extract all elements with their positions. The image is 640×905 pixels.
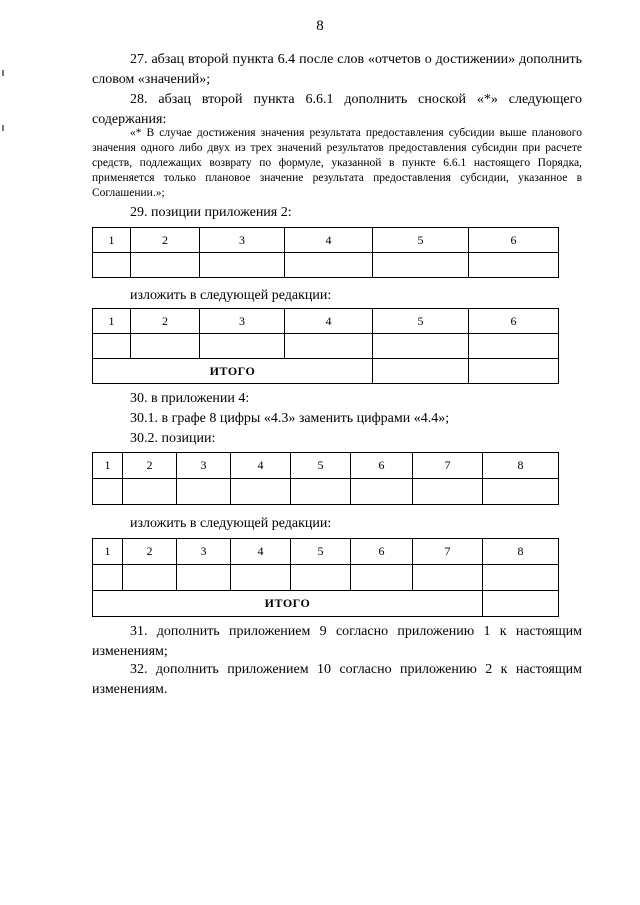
header-cell: 3 [200,228,285,253]
paragraph-32: 32. дополнить приложением 10 согласно приложению 2 к настоящим изменениям. [92,662,582,697]
table-cell [177,479,231,505]
header-cell: 5 [291,539,351,565]
total-label: ИТОГО [93,591,483,617]
header-cell: 6 [469,309,559,334]
header-cell: 3 [200,309,285,334]
header-cell: 5 [373,228,469,253]
table-cell [483,591,559,617]
table-app2-new [92,308,559,384]
table-cell [483,479,559,505]
table-cell [93,565,123,591]
header-cell: 6 [351,453,413,479]
table-header-row [93,453,559,479]
table-cell [177,565,231,591]
paragraph-30: 30. в приложении 4: [130,391,250,406]
table-cell [231,479,291,505]
header-cell: 2 [123,539,177,565]
header-cell: 4 [231,539,291,565]
paragraph-29: 29. позиции приложения 2: [130,205,292,220]
table-app2-original [92,227,559,278]
header-cell: 8 [483,539,559,565]
table-row [93,253,559,278]
paragraph-27: 27. абзац второй пункта 6.4 после слов «отчетов о достижении» дополнить словом «значений»; [92,52,582,87]
scan-margin-mark [2,125,4,131]
header-cell: 3 [177,539,231,565]
table-app4-original [92,452,559,505]
header-cell: 6 [469,228,559,253]
table-cell [469,253,559,278]
table-cell [413,565,483,591]
table-cell [231,565,291,591]
header-cell: 5 [373,309,469,334]
header-cell: 1 [93,228,131,253]
header-cell: 2 [123,453,177,479]
table-row [93,565,559,591]
table-cell [200,253,285,278]
table-cell [131,334,200,359]
header-cell: 4 [285,309,373,334]
table-cell [373,253,469,278]
header-cell: 3 [177,453,231,479]
table-cell [291,479,351,505]
table-header-row [93,228,559,253]
header-cell: 6 [351,539,413,565]
table-cell [373,359,469,384]
header-cell: 7 [413,539,483,565]
table-row [93,334,559,359]
table-cell [469,359,559,384]
replace-label-2: изложить в следующей редакции: [130,516,332,531]
table-cell [200,334,285,359]
table-cell [123,479,177,505]
table-cell [351,479,413,505]
paragraph-31: 31. дополнить приложением 9 согласно приложению 1 к настоящим изменениям; [92,624,582,659]
table-cell [93,479,123,505]
paragraph-30-2: 30.2. позиции: [130,431,216,446]
header-cell: 1 [93,453,123,479]
table-cell [291,565,351,591]
header-cell: 1 [93,309,131,334]
table-cell [93,334,131,359]
table-cell [483,565,559,591]
table-cell [93,253,131,278]
total-label: ИТОГО [93,359,373,384]
header-cell: 2 [131,309,200,334]
header-cell: 1 [93,539,123,565]
header-cell: 4 [231,453,291,479]
table-row [93,479,559,505]
table-cell [285,334,373,359]
replace-label-1: изложить в следующей редакции: [130,288,332,303]
header-cell: 8 [483,453,559,479]
table-cell [131,253,200,278]
table-header-row [93,539,559,565]
page-number: 8 [316,18,324,34]
header-cell: 5 [291,453,351,479]
header-cell: 4 [285,228,373,253]
scan-margin-mark [2,70,4,76]
paragraph-30-1: 30.1. в графе 8 цифры «4.3» заменить цифрами «4.4»; [130,411,450,426]
table-cell [373,334,469,359]
header-cell: 2 [131,228,200,253]
table-app4-new [92,538,559,617]
table-cell [285,253,373,278]
table-cell [351,565,413,591]
table-cell [469,334,559,359]
paragraph-28: 28. абзац второй пункта 6.6.1 дополнить сноской «*» следующего содержания: [92,92,582,127]
table-header-row [93,309,559,334]
footnote-quote: «* В случае достижения значения результата предоставления субсидии выше планового значения одного либо двух из трех значений результатов предоставления субсидии при расчете средств, подлежащих возврату по формуле, указанной в пункте 6.6.1 настоящего Порядка, применяется только плановое значение результата предоставления субсидии, указанное в Соглашении.»; [92,127,582,199]
total-row [93,591,559,617]
table-cell [413,479,483,505]
total-row [93,359,559,384]
header-cell: 7 [413,453,483,479]
table-cell [123,565,177,591]
